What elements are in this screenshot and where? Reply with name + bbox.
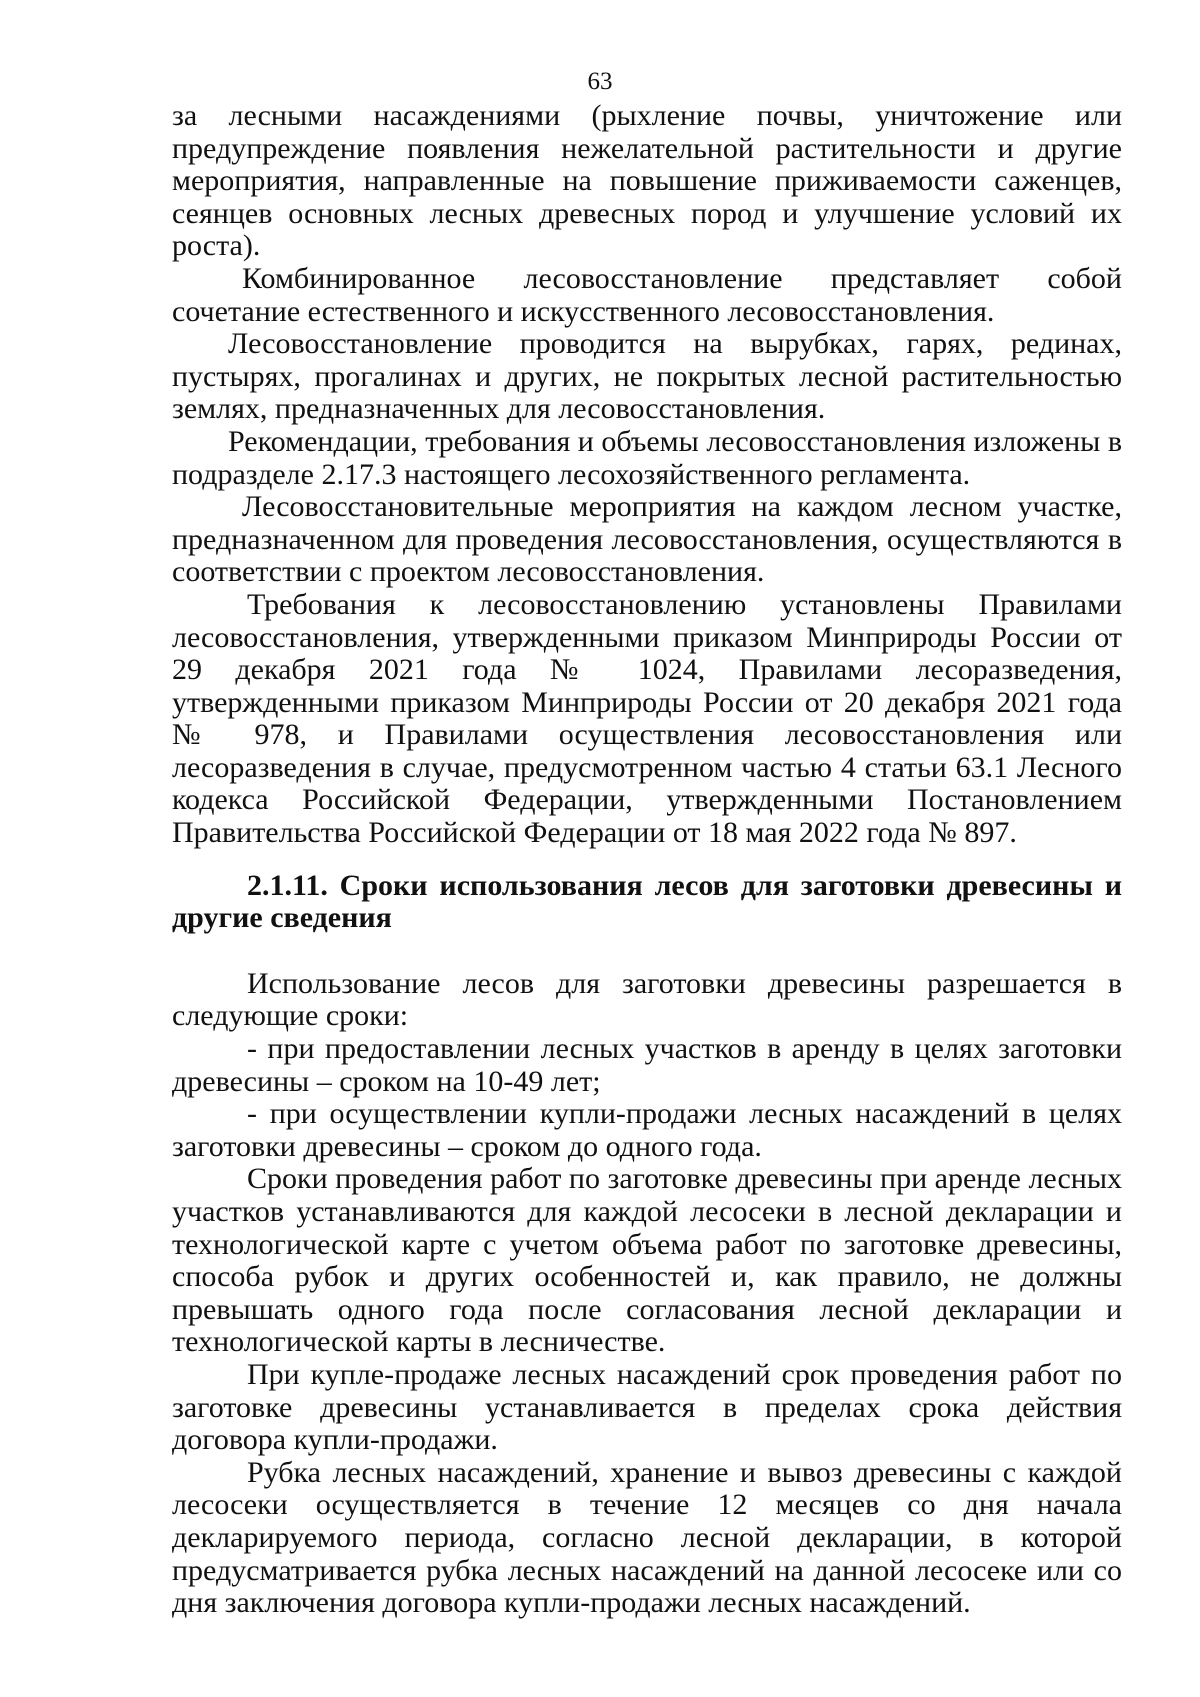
paragraph-wood-harvest-periods: Использование лесов для заготовки древесины разрешается в следующие сроки: [172,966,1122,1033]
page-number: 63 [587,68,613,95]
document-body [172,100,1122,1620]
list-item-lease-term: - при предоставлении лесных участков в аренду в целях заготовки древесины – сроком на 10-49 лет; [172,1032,1122,1098]
paragraph-reforestation-rules: Требования к лесовосстановлению установлены Правилами лесовосстановления, утвержденными приказом Минприроды России от 29 декабря 2021 года № 1024, Правилами лесоразведения, утвержденными приказом Минприроды России от 20 декабря 2021 года № 978, и Правилами осуществления лесовосстановления или лесоразведения в случае, предусмотренном частью 4 статьи 63.1 Лесного кодекса Российской Федерации, утвержденными Постановлением Правительства Российской Федерации от 18 мая 2022 года № 897. [172,587,1122,850]
paragraph-felling-storage-removal: Рубка лесных насаждений, хранение и вывоз древесины с каждой лесосеки осуществляется в течение 12 месяцев со дня начала декларируемого периода, согласно лесной декларации, в которой предусматривается рубка лесных насаждений на данной лесосеке или со дня заключения договора купли-продажи лесных насаждений. [172,1455,1122,1620]
paragraph-reforestation-measures: Лесовосстановительные мероприятия на каждом лесном участке, предназначенном для проведения лесовосстановления, осуществляются в соответствии с проектом лесовосстановления. [172,490,1122,589]
paragraph-combined-reforestation: Комбинированное лесовосстановление представляет собой сочетание естественного и искусственного лесовосстановления. [172,261,1122,328]
section-heading: 2.1.11. Сроки использования лесов для заготовки древесины и другие сведения [172,868,1122,935]
paragraph-continuation: за лесными насаждениями (рыхление почвы, уничтожение или предупреждение появления нежелательной растительности и другие мероприятия, направленные на повышение приживаемости саженцев, сеянцев основных лесных древесных пород и улучшение условий их роста). [172,99,1122,263]
list-item-purchase-term: - при осуществлении купли-продажи лесных насаждений в целях заготовки древесины – сроком до одного года. [172,1097,1122,1163]
paragraph-purchase-work-period: При купле-продаже лесных насаждений срок проведения работ по заготовке древесины устанавливается в пределах срока действия договора купли-продажи. [172,1357,1122,1457]
paragraph-harvest-work-timing: Сроки проведения работ по заготовке древесины при аренде лесных участков устанавливаются для каждой лесосеки в лесной декларации и технологической карте с учетом объема работ по заготовке древесины, способа рубок и других особенностей и, как правило, не должны превышать одного года после согласования лесной декларации и технологической карты в лесничестве. [172,1162,1122,1359]
paragraph-reforestation-sites: Лесовосстановление проводится на вырубках, гарях, рединах, пустырях, прогалинах и других, не покрытых лесной растительностью землях, предназначенных для лесовосстановления. [172,327,1122,426]
paragraph-recommendations: Рекомендации, требования и объемы лесовосстановления изложены в подразделе 2.17.3 настоящего лесохозяйственного регламента. [172,424,1122,491]
